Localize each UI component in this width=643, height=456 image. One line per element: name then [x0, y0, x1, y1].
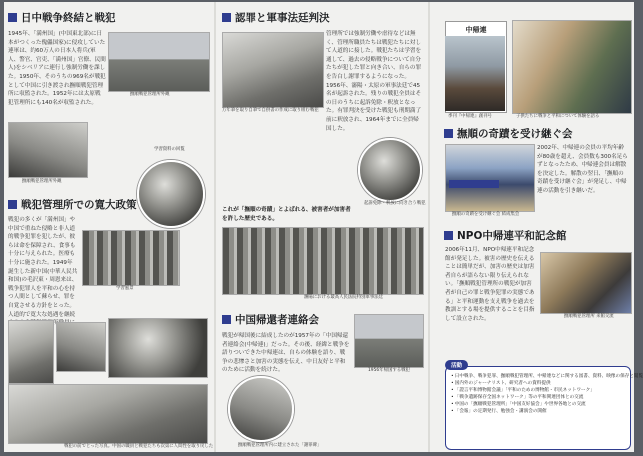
activities-list	[446, 367, 643, 416]
photo-handshake	[445, 36, 505, 111]
activity-item: • 中国の「撫順戦犯管理所」「中国友好協会」や世界各地との交流	[456, 401, 626, 408]
section-body-npo-museum: 2006年11月、NPO中帰連平和記念館が発足した。被害の歴史を伝えることは簡単だが、加害の歴史は加害者自らが語らない限り伝えられない。「撫順戦犯管理所の戦犯が加害者が自己の罪と戦争犯罪の実態である」と平和運動を支え戦争を過去を教訓とする場を提供することを目指して設立された。	[445, 247, 535, 322]
bullet-square-icon	[222, 315, 231, 324]
activities-tag: 活動	[445, 360, 468, 370]
photo-museum-room	[540, 252, 632, 314]
panel-left	[4, 2, 212, 452]
section-body-inherit-society: 2002年、中帰連の会員の平均年齢が80歳を超え、会員数も300名足らずとなったため、中帰連会員は解散を決定した。解散の翌日、「撫順の奇蹟を受け継ぐ会」が発足し、中帰連の活動を引き継いだ。	[537, 145, 628, 194]
section-body-confession: 管理所では強制労働や虐待などは無く、管理所職員たちは戦犯たちに対して人道的に接した。戦犯たちは学習を通して、過去の侵略戦争について自分たちが犯した罪と向き合い、自らの罪を告白し謝罪するようになった。1956年、瀋陽・太原の軍事法廷で45名が起訴された。残りの戦犯全員はその日のうちに起訴免除・釈放となった。有罪判決を受けた戦犯も刑期満了前に釈放され、1964年までに全員帰国した。	[326, 31, 422, 132]
caption-magazine: 季刊『中帰連』創刊号	[448, 114, 492, 119]
photo-study-circle	[137, 160, 205, 228]
photo-apology-monument	[228, 376, 294, 442]
caption-prison-building: 撫順戦犯管理所外観	[130, 92, 170, 97]
section-title-confession: 認罪と軍事法廷判決	[222, 8, 422, 26]
photo-classroom	[512, 20, 632, 114]
panel-middle	[218, 2, 426, 452]
photo-writing-confession	[222, 32, 324, 108]
caption-return-ship: 1956年帰国する戦犯	[368, 368, 410, 373]
section-body-confession-cont	[222, 116, 352, 206]
caption-military-court: 瀋陽における最高人民法院特別軍事法廷	[304, 295, 384, 300]
bullet-square-icon	[444, 129, 453, 138]
section-body-returnees: 戦犯が帰国後に結成したのが1957年の「中国帰還者連絡会(中帰連)」だった。その後、経緯と戦争を語りついできた中帰連は、自らの体験を語り、戦争の悲惨さと加害の実態を伝え、中日友好と平和のために活動を続けた。	[222, 333, 350, 374]
photo-library-study	[82, 230, 180, 286]
photo-military-court	[222, 227, 424, 295]
section-body-war-end: 1945年、「満州国」(中国東北部)に日本がつくった傀儡国家)に侵攻していた連軍は、約60万人の日本人将兵(軍人、警官、官吏、「満州国」官僚、民間人)をシベリアに連行し強制労働を課した。1950年、そのうちの969名が戦犯として中国に引き渡され撫順戦犯管理所に収監された。1952年には太原戦犯管理所にも140名が収監された。	[8, 31, 106, 106]
section-title-war-end: 日中戦争終結と戦犯	[8, 8, 208, 26]
section-body-lenient-policy-a: 戦犯の多くが「満州国」や中国で重ねた侵略と非人道的戦争犯罪を犯したが、彼らは命を保障され、食事も十分に与えられた。医療も十分に施された。1949年誕生した新中国(中華人民共和国)の毛沢東・周恩来は、戦争犯罪人を平和の心を持つ人間として蘇らせ、罪を自覚させる方針をとった。人道的で寛大な処遇を継続	[8, 217, 78, 318]
photo-inmate-portrait	[8, 320, 54, 384]
photo-doctors	[108, 318, 208, 378]
caption-library-study: 学習風景	[116, 286, 134, 291]
section-body-returnees-cont	[292, 380, 422, 432]
activity-item: • 日中戦争、戦争犯罪、撫順戦犯管理所、中帰連などに関する図書、資料、映像の保存と閲覧	[456, 373, 626, 380]
fold-line	[214, 2, 216, 452]
bullet-square-icon	[8, 200, 17, 209]
activity-item: • 「会報」の定期発行、勉強会・講演会の開催	[456, 408, 626, 415]
banner-society	[449, 180, 499, 188]
caption-apology-monument: 撫順戦犯管理所内に建立された「謝罪碑」	[238, 443, 322, 448]
bullet-square-icon	[222, 13, 231, 22]
fold-line	[428, 2, 430, 452]
magazine-cover-title: 中帰連	[465, 25, 487, 34]
pamphlet-sheet	[4, 2, 643, 452]
photo-staff-and-inmates	[8, 384, 208, 444]
photo-return-ship	[354, 314, 424, 368]
section-title-returnees: 中国帰還者連絡会	[222, 310, 352, 328]
section-title-inherit-society: 撫順の奇蹟を受け継ぐ会	[444, 124, 630, 142]
photo-prison-grounds	[8, 122, 88, 178]
activity-item: • 「證言平和博物館会議」「平和のための博物館・市民ネットワーク」	[456, 387, 626, 394]
activity-item: • 「戦争遺跡保存全国ネットワーク」等の平和関連団体との交流	[456, 394, 626, 401]
section-title-npo-museum: NPO中帰連平和記念館	[444, 226, 630, 244]
photo-inmate-group	[56, 322, 106, 372]
caption-writing-confession: 万年筆を取り自筆で自供書の作成に取り組む戦犯	[222, 108, 319, 113]
caption-prison-grounds: 撫順戦犯管理所外観	[22, 179, 62, 184]
quote-fushun-miracle: これが「撫順の奇蹟」とよばれる、被害者が加害者を許した歴史である。	[222, 207, 351, 222]
caption-museum-room: 撫順戦犯管理所 来館交流	[564, 314, 614, 319]
caption-study-materials: 学習資料の回覧	[154, 147, 185, 152]
caption-classroom: 子供たちに戦争と平和について体験を語る	[516, 114, 600, 119]
photo-society-meeting	[445, 144, 535, 212]
section-title-lenient-policy: 戦犯管理所での寛大政策	[8, 195, 138, 213]
bullet-square-icon	[444, 231, 453, 240]
caption-release: 起訴免除・釈放に向き合う戦犯	[364, 201, 426, 206]
caption-staff-and-inmates: 戦犯の前でとった写真。中国の職員と戦犯たちも次第に人間性を取り戻した	[64, 444, 214, 449]
photo-release-circle	[358, 138, 422, 202]
caption-society-meeting: 撫順の奇蹟を受け継ぐ会 結成集会	[452, 212, 520, 217]
bullet-square-icon	[8, 13, 17, 22]
activity-item: • 国内外のジャーナリスト、研究者への資料提供	[456, 380, 626, 387]
activities-box	[445, 363, 643, 450]
photo-prison-building	[108, 32, 210, 92]
